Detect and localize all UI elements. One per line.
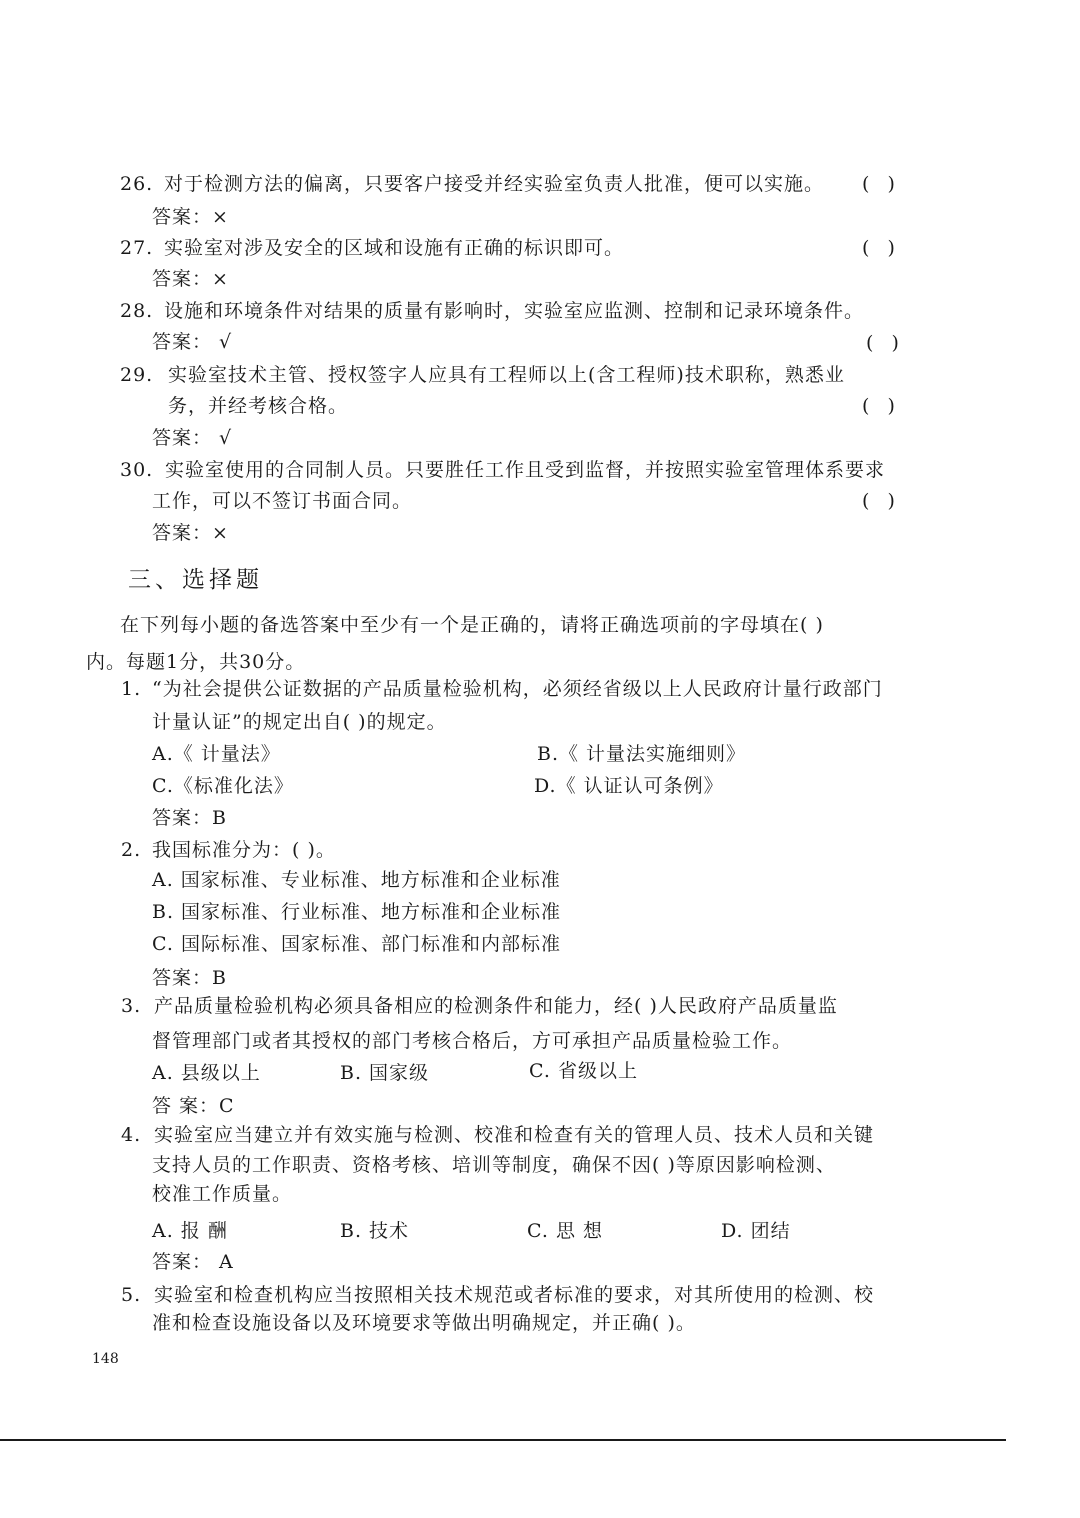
c2-number: 2. [121,839,142,861]
c4-line1: 实验室应当建立并有效实施与检测、校准和检查有关的管理人员、技术人员和关键 [154,1124,875,1146]
q27-answer: 答案：× [152,268,229,290]
c3-option-c: C. 省级以上 [529,1060,638,1082]
q30-line1: 实验室使用的合同制人员。只要胜任工作且受到监督，并按照实验室管理体系要求 [165,459,886,481]
q27-number: 27. [120,237,154,259]
c1-number: 1. [121,678,142,700]
c5-line2: 准和检查设施设备以及环境要求等做出明确规定，并正确( )。 [152,1312,696,1334]
c4-option-b: B. 技术 [340,1220,410,1242]
c1-option-c: C.《标准化法》 [152,775,294,797]
c1-line1: “为社会提供公证数据的产品质量检验机构，必须经省级以上人民政府计量行政部门 [152,678,883,700]
c3-number: 3. [121,995,142,1017]
section3-intro-line2: 内。每题1分，共30分。 [86,651,306,673]
q29-line2: 务，并经考核合格。 [168,395,349,417]
q28-number: 28. [120,300,154,322]
c4-option-c: C. 思 想 [527,1220,603,1242]
q28-text: 设施和环境条件对结果的质量有影响时，实验室应监测、控制和记录环境条件。 [164,300,865,322]
q26-text: 对于检测方法的偏离，只要客户接受并经实验室负责人批准，便可以实施。 [164,173,825,195]
bottom-rule [0,1439,1006,1441]
c1-option-d: D.《 认证认可条例》 [534,775,724,797]
c4-number: 4. [121,1124,142,1146]
c3-option-b: B. 国家级 [340,1062,430,1084]
q29-blank: ( ) [862,395,895,417]
c3-option-a: A. 县级以上 [152,1062,261,1084]
c1-line2: 计量认证”的规定出自( )的规定。 [152,711,447,733]
c3-line1: 产品质量检验机构必须具备相应的检测条件和能力，经( )人民政府产品质量监 [154,995,838,1017]
c4-option-a: A. 报 酬 [152,1220,228,1242]
q26-answer: 答案：× [152,206,229,228]
c3-answer: 答 案：C [152,1095,235,1117]
c4-answer: 答案： A [152,1251,234,1273]
q27-text: 实验室对涉及安全的区域和设施有正确的标识即可。 [164,237,625,259]
q28-blank: ( ) [866,332,899,354]
c3-line2: 督管理部门或者其授权的部门考核合格后，方可承担产品质量检验工作。 [152,1030,793,1052]
q30-line2: 工作，可以不签订书面合同。 [152,490,413,512]
c2-option-b: B. 国家标准、行业标准、地方标准和企业标准 [152,901,562,923]
c2-answer: 答案：B [152,967,227,989]
section3-intro-line1: 在下列每小题的备选答案中至少有一个是正确的，请将正确选项前的字母填在( ) [120,614,824,636]
c1-answer: 答案：B [152,807,227,829]
page-number: 148 [92,1351,119,1367]
q29-line1: 实验室技术主管、授权签字人应具有工程师以上(含工程师)技术职称，熟悉业 [168,364,845,386]
q29-answer: 答案： √ [152,427,233,449]
q27-blank: ( ) [862,237,895,259]
q28-answer: 答案： √ [152,331,233,353]
q29-number: 29. [120,364,154,386]
q26-blank: ( ) [862,173,895,195]
c1-option-a: A.《 计量法》 [152,743,281,765]
c1-option-b: B.《 计量法实施细则》 [537,743,747,765]
q26-number: 26. [120,173,154,195]
q30-number: 30. [120,459,154,481]
c2-option-c: C. 国际标准、国家标准、部门标准和内部标准 [152,933,561,955]
c4-line3: 校准工作质量。 [152,1183,293,1205]
c5-number: 5. [121,1284,142,1306]
c2-line1: 我国标准分为：( )。 [152,839,336,861]
c4-option-d: D. 团结 [721,1220,791,1242]
q30-answer: 答案：× [152,522,229,544]
c4-line2: 支持人员的工作职责、资格考核、培训等制度，确保不因( )等原因影响检测、 [152,1154,836,1176]
c2-option-a: A. 国家标准、专业标准、地方标准和企业标准 [152,869,561,891]
q30-blank: ( ) [862,490,895,512]
section3-title: 三、选择题 [128,567,263,593]
c5-line1: 实验室和检查机构应当按照相关技术规范或者标准的要求，对其所使用的检测、校 [154,1284,875,1306]
